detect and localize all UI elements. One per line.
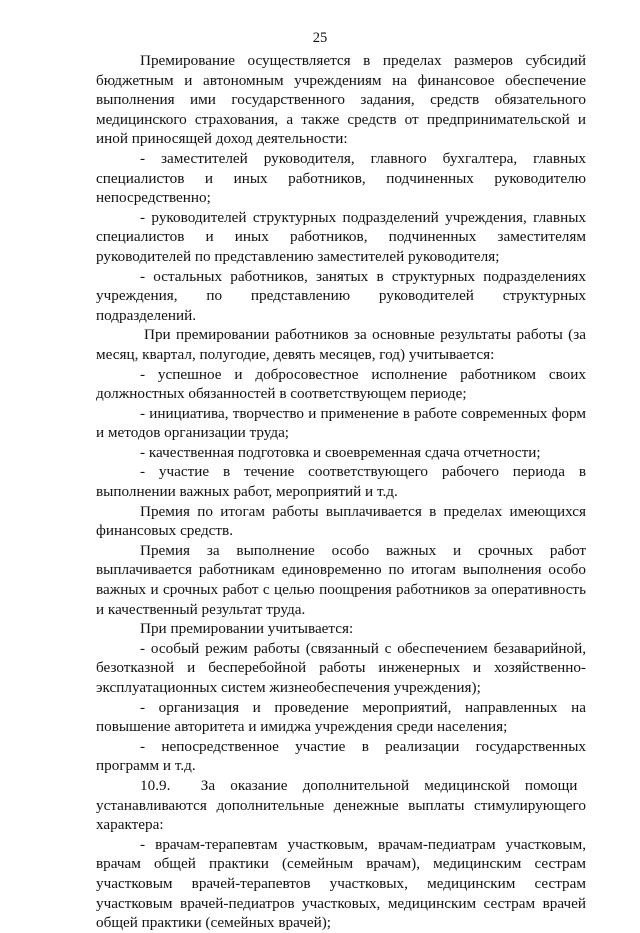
paragraph-premium-considered: При премировании учитывается: <box>140 620 354 638</box>
list-item-other-staff: - остальных работников, занятых в структурных подразделениях учреждения, по представлению руководителей структурных подразделений. <box>96 267 586 324</box>
list-item-duties: - успешное и добросовестное исполнение работником своих должностных обязанностей в соответствующем периоде; <box>96 365 586 403</box>
list-item-deputies: - заместителей руководителя, главного бухгалтера, главных специалистов и иных работников, подчиненных руководителю непосредственно; <box>96 149 586 207</box>
list-item-events: - организация и проведение мероприятий, направленных на повышение авторитета и имиджа учреждения среди населения; <box>96 698 586 736</box>
paragraph-main-results: При премировании работников за основные результаты работы (за месяц, квартал, полугодие, девять месяцев, год) учитывается: <box>96 326 586 363</box>
list-item-special-mode: - особый режим работы (связанный с обеспечением безаварийной, безотказной и бесперебойной работы инженерных и хозяйственно-эксплуатационных систем жизнеобеспечения учреждения); <box>96 639 586 696</box>
paragraph-bonus-funding: Премирование осуществляется в пределах размеров субсидий бюджетным и автономным учреждениям на финансовое обеспечение выполнения ими государственного задания, средств обязательного медицинского страхования, а также средств от предпринимательской и иной приносящей доход деятельности: <box>96 52 586 148</box>
section-10-9: 10.9. За оказание дополнительной медицинской помощи устанавливаются дополнительные денежные выплаты стимулирующего характера: <box>96 776 586 834</box>
page-number: 25 <box>312 30 328 46</box>
list-item-initiative: - инициатива, творчество и применение в работе современных форм и методов организации труда; <box>96 404 586 442</box>
document-body <box>96 51 586 933</box>
list-item-unit-heads: - руководителей структурных подразделений учреждения, главных специалистов и иных работников, подчиненных заместителям руководителей по представлению заместителей руководителя; <box>96 208 586 265</box>
list-item-reporting: - качественная подготовка и своевременная сдача отчетности; <box>140 443 541 461</box>
list-item-participation: - участие в течение соответствующего рабочего периода в выполнении важных работ, мероприятий и т.д. <box>96 463 586 501</box>
list-item-doctors-nurses: - врачам-терапевтам участковым, врачам-педиатрам участковым, врачам общей практики (семейным врачам), медицинским сестрам участковым врачей-терапевтов участковых, медицинским сестрам участковым врачей-педиатров участковых, медицинским сестрам врачей общей практики (семейных врачей); <box>96 835 586 932</box>
paragraph-urgent-work-premium: Премия за выполнение особо важных и срочных работ выплачивается работникам единовременно по итогам выполнения особо важных и срочных работ с целью поощрения работников за оперативность и качественный результат труда. <box>96 541 586 618</box>
paragraph-premium-limits: Премия по итогам работы выплачивается в пределах имеющихся финансовых средств. <box>96 502 586 540</box>
list-item-state-programs: - непосредственное участие в реализации государственных программ и т.д. <box>96 737 586 775</box>
